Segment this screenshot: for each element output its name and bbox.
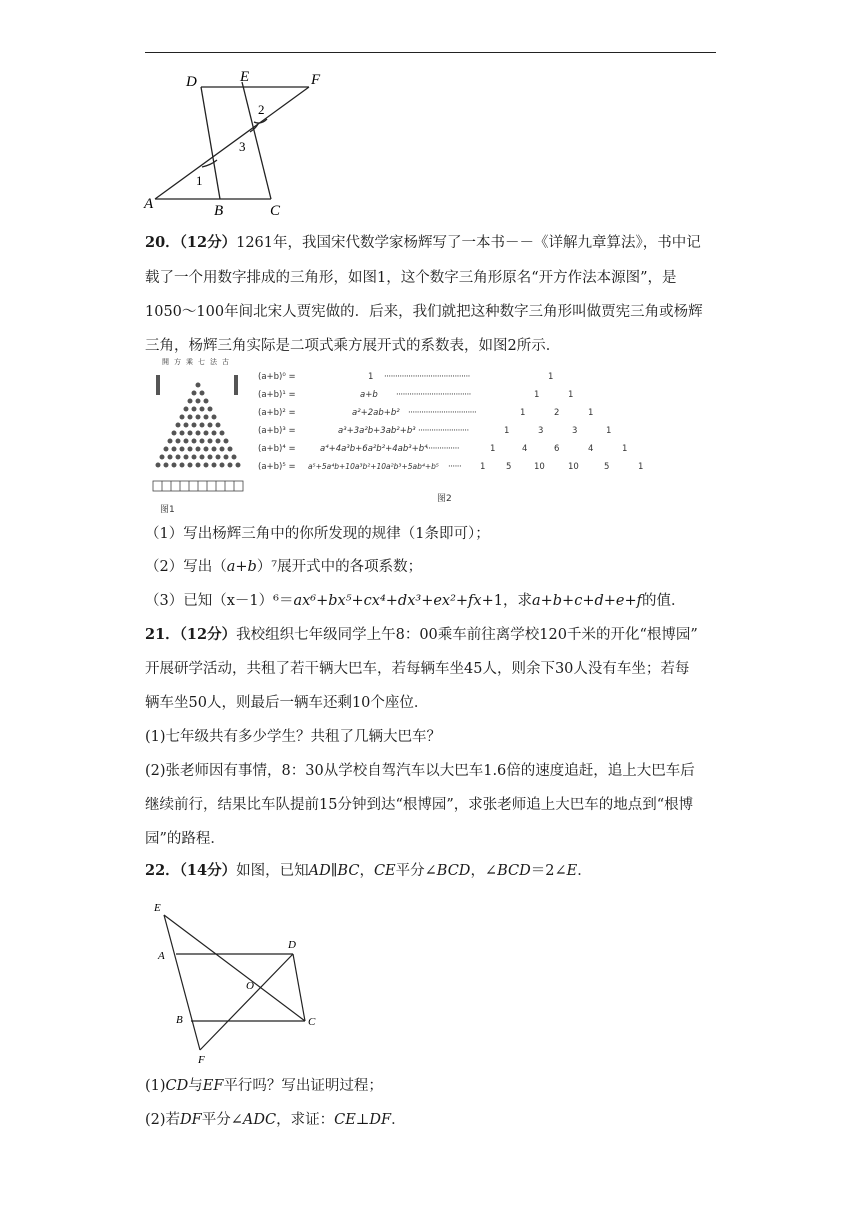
label-A: A	[158, 950, 165, 962]
figure-1-yanghui-image	[150, 355, 246, 515]
angle-label-3: 3	[239, 139, 246, 154]
q20-text-1: 1261年，我国宋代数学家杨辉写了一本书－－《详解九章算法》，书中记	[236, 235, 701, 251]
q20-number: 20．（12分）	[145, 234, 237, 251]
q20-line-3: 1050～100年间北宋人贾宪做的．后来，我们就把这种数字三角形叫做贾宪三角或杨辉	[145, 304, 703, 320]
label-O: O	[246, 980, 254, 992]
label-E: E	[154, 902, 161, 914]
fig2-caption: 图2	[437, 494, 452, 504]
label-F: F	[198, 1054, 205, 1066]
label-F: F	[311, 72, 321, 88]
label-D: D	[186, 74, 197, 90]
q20-part-2: （2）写出（a+b）⁷展开式中的各项系数；	[145, 559, 423, 575]
q22-part-1: (1)CD与EF平行吗？写出证明过程；	[145, 1078, 383, 1094]
q21-part-2-line-1: (2)张老师因有事情，8：30从学校自驾汽车以大巴车1.6倍的速度追赶，追上大巴车后	[145, 763, 695, 779]
q20-line-2: 载了一个用数字排成的三角形，如图1，这个数字三角形原名“开方作法本源图”，是	[145, 270, 677, 286]
fig1-title: 開方乘七法古	[162, 358, 234, 366]
label-C: C	[308, 1016, 316, 1028]
label-D: D	[288, 939, 296, 951]
q22-number: 22．（14分）	[145, 862, 237, 879]
label-E: E	[240, 69, 250, 85]
q21-number: 21．（12分）	[145, 626, 237, 643]
q21-line-2: 开展研学活动，共租了若干辆大巴车，若每辆车坐45人，则余下30人没有车坐；若每	[145, 661, 690, 677]
label-A: A	[144, 196, 154, 212]
label-B: B	[176, 1014, 183, 1026]
q22-part-2: (2)若DF平分∠ADC，求证：CE⊥DF．	[145, 1112, 406, 1128]
angle-label-2: 2	[258, 102, 265, 117]
q22-line-1: 22．（14分）如图，已知AD∥BC，CE平分∠BCD，∠BCD＝2∠E．	[145, 862, 592, 879]
q22-figure	[148, 895, 338, 1070]
q20-line-1	[145, 233, 701, 253]
q20-line-4: 三角，杨辉三角实际是二项式乘方展开式的系数表，如图2所示．	[145, 338, 561, 354]
q21-part-2-line-2: 继续前行，结果比车队提前15分钟到达“根博园”，求张老师追上大巴车的地点到“根博	[145, 797, 694, 813]
figure-2-binomial-table: (a+b)⁰ = 1 ······································· 1 (a+b)¹ = a+b ·································· 1 1 (a+b)² = a²+2ab+b² ······························· 1 2 1 (a+b)³ = a³+3a²b+3ab²+b³ ······················· 1 3 3 1 (a+b)⁴ = a⁴+4a³b+6a²b²+4ab³+b⁴ ··············· 1 4 6 4 1 (a+b)⁵ = a⁵+5a⁴b+10a³b²+10a²b³+5ab⁴+b⁵ ······ 1 5 10 10 5 1	[258, 372, 644, 472]
q21-part-2-line-3: 园”的路程．	[145, 831, 225, 847]
label-C: C	[270, 203, 281, 219]
angle-label-1: 1	[196, 173, 203, 188]
header-rule	[145, 52, 716, 53]
parallelogram-figure	[140, 62, 340, 222]
q21-line-1: 21．（12分）我校组织七年级同学上午8：00乘车前往离学校120千米的开化“根博园”	[145, 626, 698, 643]
fig1-caption: 图1	[160, 505, 175, 515]
q20-part-3: （3）已知（x－1）⁶＝ax⁶+bx⁵+cx⁴+dx³+ex²+fx+1，求a+b+c+d+e+f的值．	[145, 593, 686, 609]
q20-part-1: （1）写出杨辉三角中的你所发现的规律（1条即可）；	[145, 526, 490, 542]
q21-line-3: 辆车坐50人，则最后一辆车还剩10个座位．	[145, 695, 429, 711]
q21-part-1: (1)七年级共有多少学生？共租了几辆大巴车？	[145, 729, 442, 745]
label-B: B	[214, 203, 224, 219]
